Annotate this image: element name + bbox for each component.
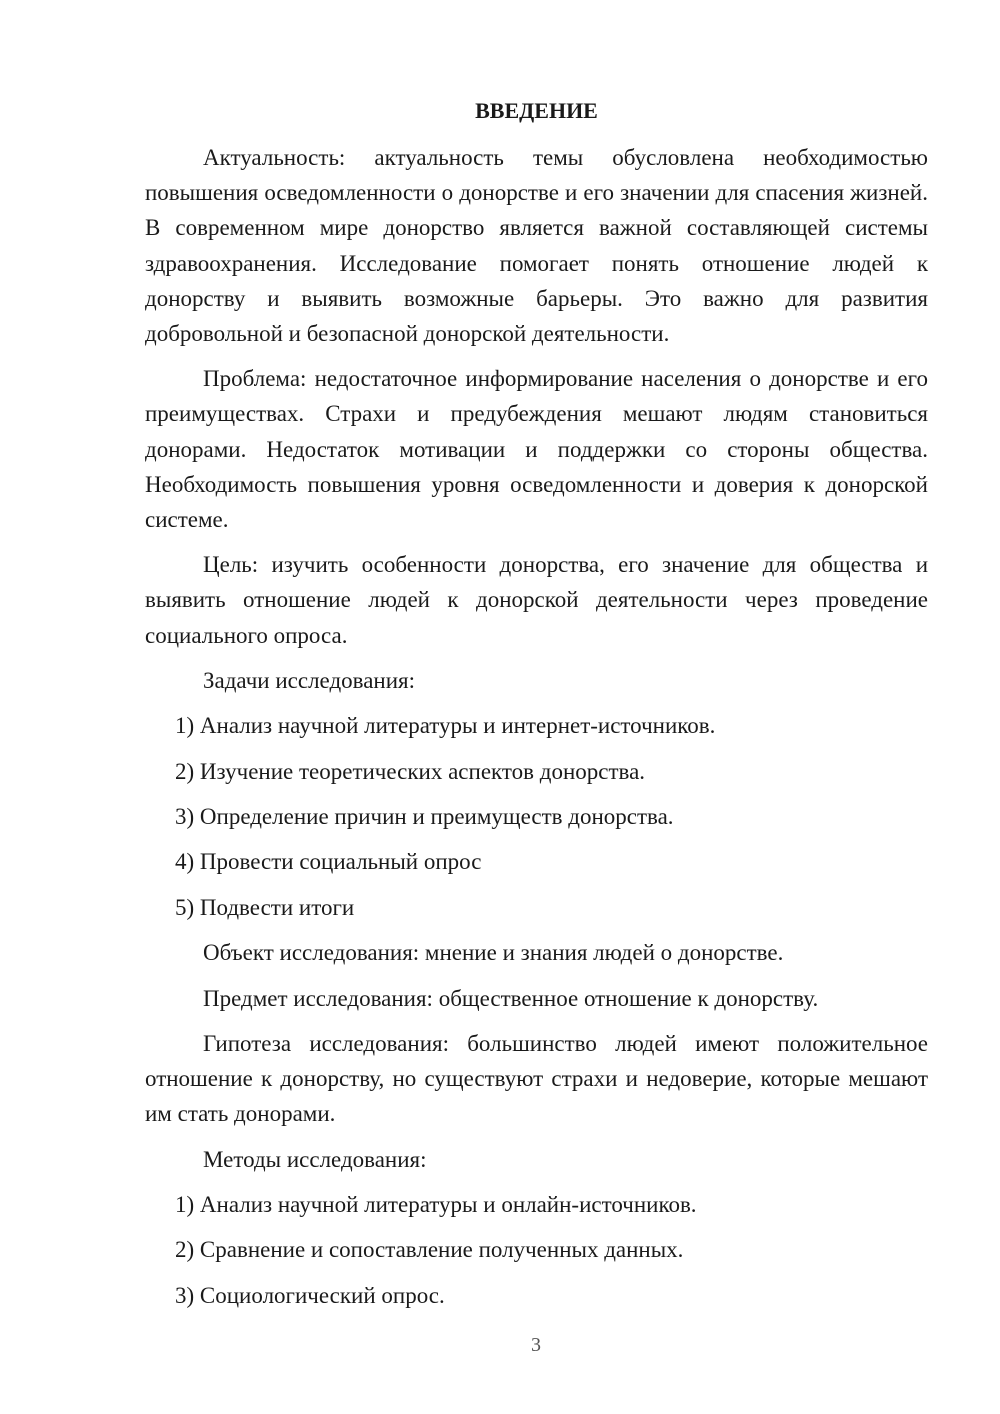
object-line: Объект исследования: мнение и знания людей о донорстве. xyxy=(203,940,784,966)
section-title: ВВЕДЕНИЕ xyxy=(475,98,598,123)
method-item: 3) Социологический опрос. xyxy=(175,1282,445,1308)
relevance-paragraph: Актуальность: актуальность темы обусловлена необходимостью повышения осведомленности о донорстве и его значении для спасения жизней. В современном мире донорство является важной составляющей системы здравоохранения. Исследование помогает понять отношение людей к донорству и выявить возможные барьеры. Это важно для развития добровольной и безопасной донорской деятельности. xyxy=(145,145,928,347)
task-item: 3) Определение причин и преимуществ донорства. xyxy=(175,804,674,830)
tasks-heading: Задачи исследования: xyxy=(203,667,416,693)
goal-paragraph: Цель: изучить особенности донорства, его значение для общества и выявить отношение людей к донорской деятельности через проведение социального опроса. xyxy=(145,552,928,648)
method-item: 1) Анализ научной литературы и онлайн-источников. xyxy=(175,1191,697,1217)
page-content xyxy=(145,96,928,1323)
methods-heading: Методы исследования: xyxy=(203,1146,427,1172)
task-item: 2) Изучение теоретических аспектов донорства. xyxy=(175,758,646,784)
page-number: 3 xyxy=(531,1334,541,1356)
method-item: 2) Сравнение и сопоставление полученных данных. xyxy=(175,1237,684,1263)
task-item: 5) Подвести итоги xyxy=(175,894,355,920)
subject-line: Предмет исследования: общественное отношение к донорству. xyxy=(203,985,819,1011)
hypothesis-paragraph: Гипотеза исследования: большинство людей имеют положительное отношение к донорству, но существуют страхи и недоверие, которые мешают им стать донорами. xyxy=(145,1030,928,1127)
problem-paragraph: Проблема: недостаточное информирование населения о донорстве и его преимуществах. Страхи и предубеждения мешают людям становиться донорами. Недостаток мотивации и поддержки со стороны общества. Необходимость повышения уровня осведомленности и доверия к донорской системе. xyxy=(145,366,928,533)
task-item: 1) Анализ научной литературы и интернет-источников. xyxy=(175,713,716,739)
task-item: 4) Провести социальный опрос xyxy=(175,849,482,875)
